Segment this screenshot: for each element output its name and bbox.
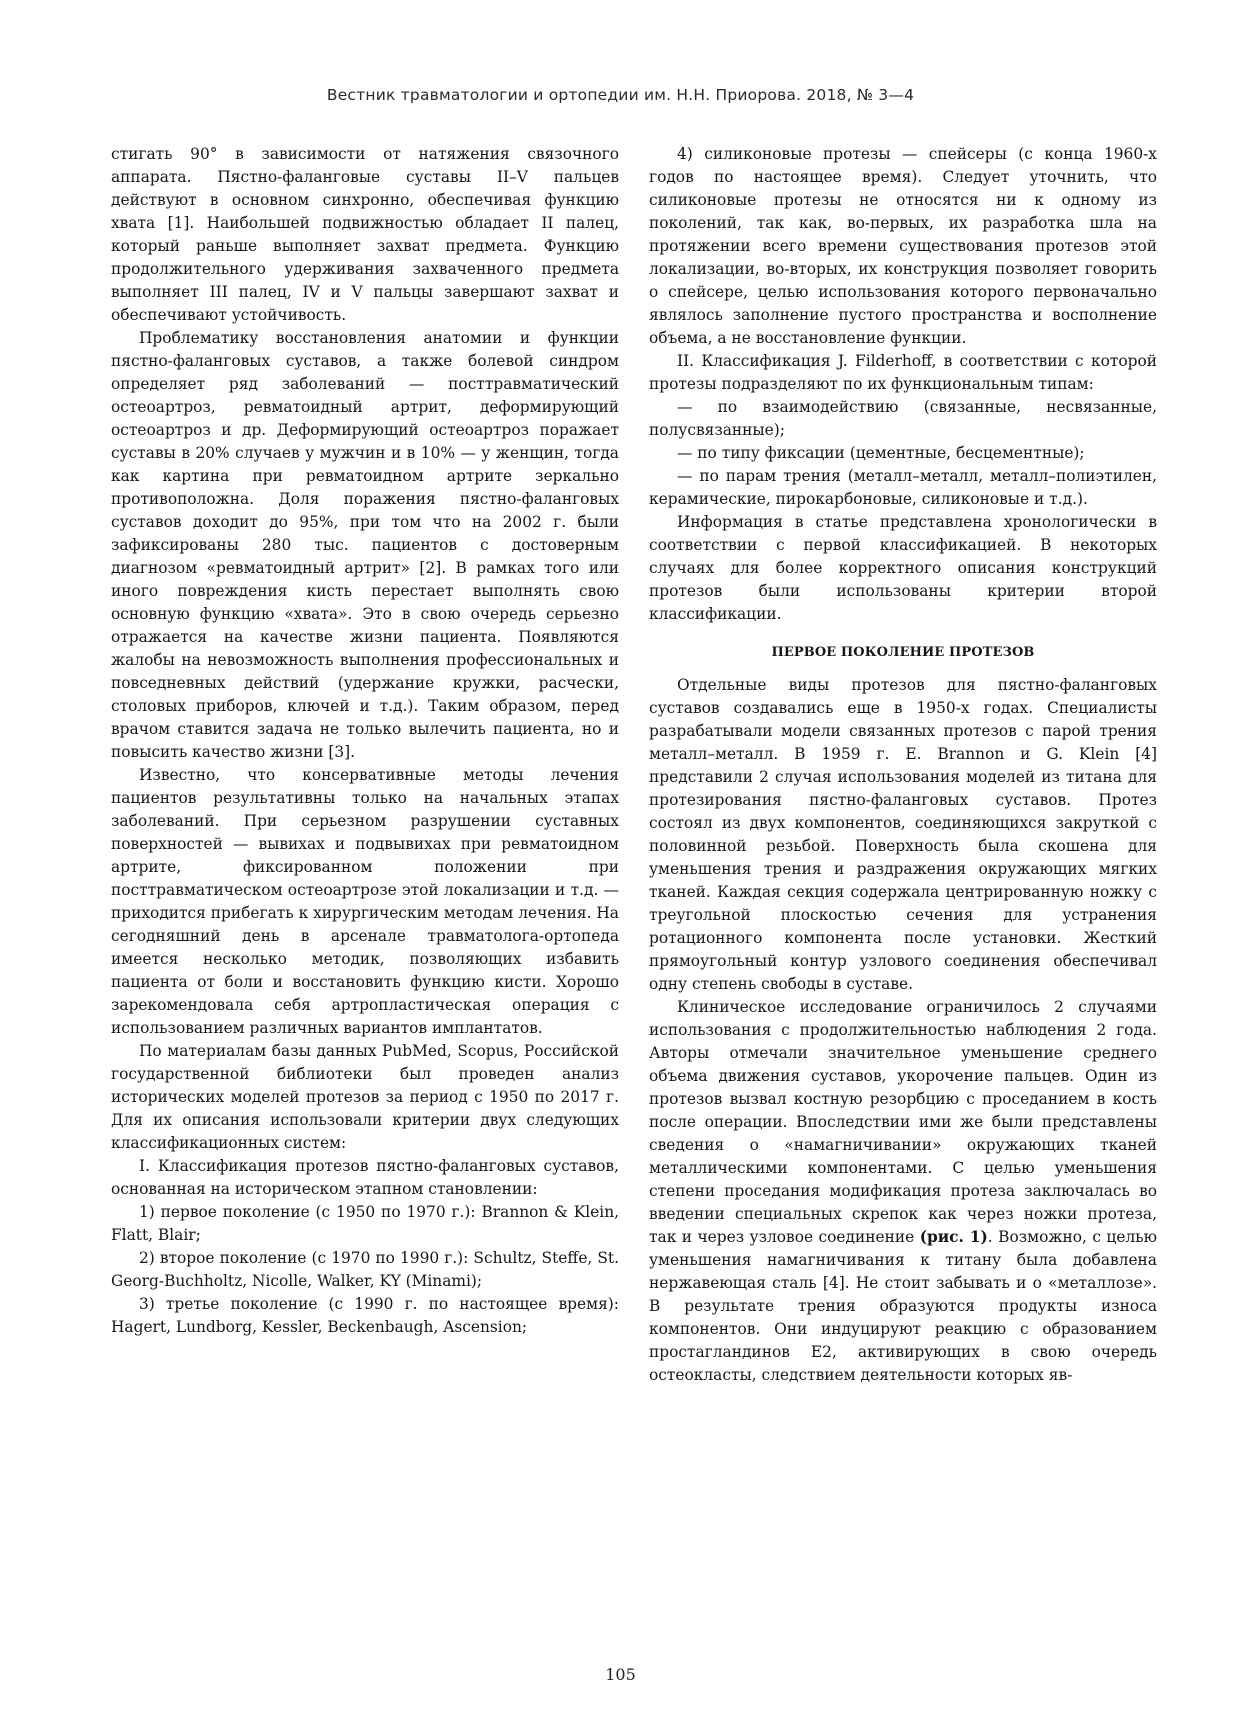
paragraph: Известно, что консервативные методы лечения пациентов результативны только на начальных этапах заболеваний. При серьезном разрушении суставных поверхностей — вывихах и подвывихах при ревматоидном артрите, фиксированном положении при посттравматическом остеоартрозе этой локализации и т.д. — приходится прибегать к хирургическим методам лечения. На сегодняшний день в арсенале травматолога-ортопеда имеется несколько методик, позволяющих избавить пациента от боли и восстановить функцию кисти. Хорошо зарекомендовала себя артропластическая операция с использованием различных вариантов имплантатов. bbox=[111, 766, 619, 1037]
figure-reference[interactable]: (рис. 1) bbox=[919, 1228, 988, 1246]
classification-heading: II. Классификация J. Filderhoff, в соответствии с которой протезы подразделяют по их функциональным типам: bbox=[649, 352, 1157, 393]
list-item: 2) второе поколение (с 1970 по 1990 г.): Schultz, Steffe, St. Georg-Buchholtz, Nicolle, Walker, KY (Minami); bbox=[111, 1249, 619, 1290]
right-column bbox=[649, 143, 1157, 1387]
section-heading: ПЕРВОЕ ПОКОЛЕНИЕ ПРОТЕЗОВ bbox=[771, 645, 1035, 660]
paragraph: По материалам базы данных PubMed, Scopus, Российской государственной библиотеки был проведен анализ исторических моделей протезов за период с 1950 по 2017 г. Для их описания использовали критерии двух следующих классификационных систем: bbox=[111, 1042, 619, 1152]
paragraph bbox=[649, 996, 1157, 1387]
list-item: — по типу фиксации (цементные, бесцементные); bbox=[677, 444, 1085, 462]
list-item: 1) первое поколение (с 1950 по 1970 г.): Brannon & Klein, Flatt, Blair; bbox=[111, 1203, 619, 1244]
paragraph: стигать 90° в зависимости от натяжения связочного аппарата. Пястно-фаланговые суставы II–V пальцев действуют в основном синхронно, обеспечивая функцию хвата [1]. Наибольшей подвижностью обладает II палец, который раньше выполняет захват предмета. Функцию продолжительного удерживания захваченного предмета выполняет III палец, IV и V пальцы завершают захват и обеспечивают устойчивость. bbox=[111, 145, 619, 324]
paragraph: Проблематику восстановления анатомии и функции пястно-фаланговых суставов, а также болевой синдром определяет ряд заболеваний — посттравматический остеоартроз, ревматоидный артрит, деформирующий остеоартроз и др. Деформирующий остеоартроз поражает суставы в 20% случаев у мужчин и в 10% — у женщин, тогда как картина при ревматоидном артрите зеркально противоположна. Доля поражения пястно-фаланговых суставов доходит до 95%, при том что на 2002 г. были зафиксированы 280 тыс. пациентов с достоверным диагнозом «ревматоидный артрит» [2]. В рамках того или иного повреждения кисть перестает выполнять свою основную функцию «хвата». Это в свою очередь серьезно отражается на качестве жизни пациента. Появляются жалобы на невозможность выполнения профессиональных и повседневных действий (удержание кружки, расчески, столовых приборов, ключей и т.д.). Таким образом, перед врачом ставится задача не только вылечить пациента, но и повысить качество жизни [3]. bbox=[111, 329, 619, 761]
page-number: 105 bbox=[605, 1665, 636, 1684]
list-item: 4) силиконовые протезы — спейсеры (с конца 1960-х годов по настоящее время). Следует уточнить, что силиконовые протезы не относятся ни к одному из поколений, так как, во-первых, их разработка шла на протяжении всего времени существования протезов этой локализации, во-вторых, их конструкция позволяет говорить о спейсере, целью использования которого первоначально являлось заполнение пустого пространства и восполнение объема, а не восстановление функции. bbox=[649, 145, 1157, 347]
list-item: 3) третье поколение (с 1990 г. по настоящее время): Hagert, Lundborg, Kessler, Beckenbaugh, Ascension; bbox=[111, 1295, 619, 1336]
paragraph-text: . Возможно, с целью уменьшения намагничивания к титану была добавлена нержавеющая сталь [4]. Не стоит забывать и о «металлозе». В результате трения образуются продукты износа компонентов. Они индуцируют реакцию с образованием простагландинов E2, активирующих в свою очередь остеокласты, следствием деятельности которых яв- bbox=[649, 1228, 1157, 1384]
left-column bbox=[111, 143, 619, 1339]
classification-heading: I. Классификация протезов пястно-фаланговых суставов, основанная на историческом этапном становлении: bbox=[111, 1157, 619, 1198]
list-item: — по взаимодействию (связанные, несвязанные, полусвязанные); bbox=[649, 398, 1157, 439]
list-item: — по парам трения (металл–металл, металл–полиэтилен, керамические, пирокарбоновые, силиконовые и т.д.). bbox=[649, 467, 1157, 508]
paragraph: Информация в статье представлена хронологически в соответствии с первой классификацией. В некоторых случаях для более корректного описания конструкций протезов были использованы критерии второй классификации. bbox=[649, 513, 1157, 623]
paragraph: Отдельные виды протезов для пястно-фаланговых суставов создавались еще в 1950-х годах. Специалисты разрабатывали модели связанных протезов с парой трения металл–металл. В 1959 г. E. Brannon и G. Klein [4] представили 2 случая использования моделей из титана для протезирования пястно-фаланговых суставов. Протез состоял из двух компонентов, соединяющихся закруткой с половинной резьбой. Поверхность была скошена для уменьшения трения и раздражения окружающих мягких тканей. Каждая секция содержала центрированную ножку с треугольной плоскостью сечения для устранения ротационного компонента после установки. Жесткий прямоугольный контур узлового соединения обеспечивал одну степень свободы в суставе. bbox=[649, 676, 1157, 993]
running-header: Вестник травматологии и ортопедии им. Н.Н. Приорова. 2018, № 3—4 bbox=[326, 86, 915, 104]
paragraph-text: Клиническое исследование ограничилось 2 случаями использования с продолжительностью наблюдения 2 года. Авторы отмечали значительное уменьшение среднего объема движения суставов, укорочение пальцев. Один из протезов вызвал костную резорбцию с проседанием в кость после операции. Впоследствии ими же были представлены сведения о «намагничивании» окружающих тканей металлическими компонентами. С целью уменьшения степени проседания модификация протеза заключалась во введении специальных скрепок как через ножки протеза, так и через узловое соединение bbox=[649, 998, 1157, 1246]
